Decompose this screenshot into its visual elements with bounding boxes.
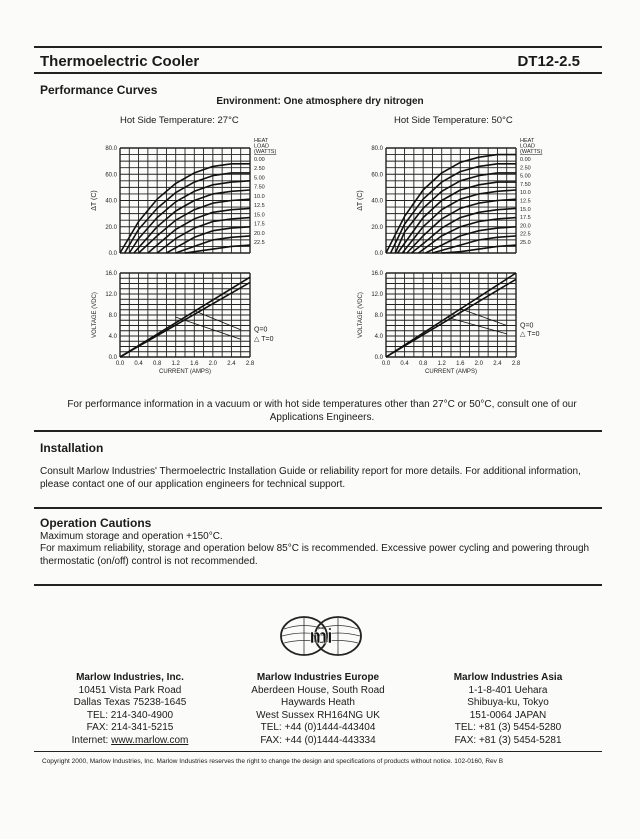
- charts-note: For performance information in a vacuum or with hot side temperatures other than 27°C or 50°C, consult one of our Applications Engineers.: [67, 399, 577, 423]
- v-tick-label: 0.0: [108, 355, 117, 361]
- office-usa-fax: FAX: 214-341-5215: [86, 722, 174, 733]
- legend-entry: 17.5: [254, 221, 265, 228]
- voltage-label: Q=0: [254, 326, 268, 334]
- environment-text: Environment: One atmosphere dry nitrogen: [216, 96, 424, 107]
- x-tick-label: 0.4: [134, 361, 143, 367]
- office-usa: [40, 672, 220, 747]
- dt-tick-label: 20.0: [105, 224, 117, 231]
- x-tick-label: 0.0: [115, 361, 125, 367]
- office-usa-tel: TEL: 214-340-4900: [86, 709, 174, 721]
- legend-entry: 22.5: [520, 231, 531, 238]
- dt-tick-label: 40.0: [105, 198, 117, 205]
- legend-title: (WATTS): [254, 149, 277, 155]
- footer-rule: [34, 751, 602, 752]
- legend-entry: 17.5: [520, 215, 531, 222]
- legend-title: HEAT: [254, 138, 269, 144]
- v-tick-label: 4.0: [374, 334, 383, 340]
- v-tick-label: 0.0: [374, 355, 383, 361]
- cautions-line1: Maximum storage and operation +150°C.: [40, 531, 223, 542]
- x-tick-label: 2.4: [227, 361, 236, 367]
- legend-entry: 22.5: [254, 240, 265, 246]
- legend-entry: 7.50: [254, 184, 265, 191]
- x-tick-label: 2.8: [245, 361, 255, 367]
- legend-entry: 20.0: [520, 223, 531, 230]
- legend-title: LOAD: [520, 143, 535, 150]
- x-tick-label: 2.0: [208, 361, 218, 367]
- dt-tick-label: 0.0: [108, 251, 117, 257]
- office-asia-line: 151-0064 JAPAN: [469, 709, 547, 721]
- legend-entry: 15.0: [520, 206, 531, 213]
- legend-entry: 12.5: [520, 198, 531, 205]
- chart2-title: Hot Side Temperature: 50°C: [394, 115, 513, 126]
- legend-entry: 15.0: [254, 212, 265, 219]
- office-asia-line: 1-1-8-401 Uehara: [468, 684, 548, 696]
- dt-tick-label: 60.0: [371, 172, 383, 179]
- legend-entry: 7.50: [520, 181, 531, 188]
- office-europe-tel: TEL: +44 (0)1444-443404: [260, 722, 376, 733]
- website-link[interactable]: www.marlow.com: [111, 734, 189, 746]
- legend-title: (WATTS): [520, 149, 543, 155]
- office-europe-line: Aberdeen House, South Road: [251, 684, 385, 696]
- v-tick-label: 8.0: [374, 313, 383, 319]
- installation-heading: Installation: [40, 441, 104, 455]
- section-rule-3: [34, 584, 602, 586]
- legend-entry: 5.00: [254, 175, 265, 182]
- voltage-label: △ T=0: [520, 330, 540, 338]
- office-europe-line: West Sussex RH164NG UK: [256, 709, 380, 721]
- x-tick-label: 1.6: [190, 361, 199, 367]
- x-tick-label: 2.0: [474, 361, 484, 367]
- chart1-title: Hot Side Temperature: 27°C: [120, 115, 239, 126]
- cautions-heading: Operation Cautions: [40, 516, 152, 530]
- dt-tick-label: 0.0: [374, 251, 383, 257]
- legend-entry: 0.00: [520, 157, 531, 163]
- legend-entry: 2.50: [520, 165, 531, 172]
- performance-heading: Performance Curves: [40, 83, 158, 97]
- chart-50c: [346, 128, 566, 380]
- office-europe-fax: FAX: +44 (0)1444-443334: [260, 734, 376, 746]
- x-tick-label: 1.2: [171, 361, 180, 367]
- legend-entry: 5.00: [520, 173, 531, 180]
- legend-entry: 2.50: [254, 166, 265, 173]
- v-tick-label: 16.0: [105, 271, 117, 277]
- x-tick-label: 1.2: [437, 361, 446, 367]
- x-tick-label: 0.8: [152, 361, 162, 367]
- voltage-label: Q=0: [520, 322, 534, 330]
- x-tick-label: 0.8: [418, 361, 428, 367]
- x-tick-label: 2.8: [511, 361, 521, 367]
- cautions-line2: For maximum reliability, storage and operation below 85°C is recommended. Excessive power cycling and powering through thermostatic (on/off) control is not recommended.: [40, 543, 590, 567]
- dt-tick-label: 20.0: [371, 224, 383, 231]
- dt-tick-label: 40.0: [371, 198, 383, 205]
- office-asia: [418, 672, 598, 747]
- dt-axis-label: ΔT (C): [91, 190, 98, 211]
- office-europe-line: Haywards Heath: [281, 697, 355, 708]
- x-tick-label: 0.4: [400, 361, 409, 367]
- office-asia-line: Shibuya-ku, Tokyo: [467, 697, 549, 708]
- office-europe-name: Marlow Industries Europe: [256, 672, 380, 683]
- x-tick-label: 0.0: [381, 361, 391, 367]
- office-usa-line: Dallas Texas 75238-1645: [73, 697, 187, 708]
- office-usa-name: Marlow Industries, Inc.: [76, 672, 184, 683]
- legend-entry: 20.0: [254, 230, 265, 237]
- v-tick-label: 8.0: [108, 313, 117, 319]
- header-rule-bottom: [34, 72, 602, 74]
- installation-text: Consult Marlow Industries' Thermoelectric Installation Guide or reliability report for more details. For additional information, please contact one of our application engineers for technical support.: [40, 466, 581, 490]
- legend-title: HEAT: [520, 138, 535, 144]
- v-tick-label: 12.0: [105, 292, 117, 298]
- marlow-logo: [276, 614, 366, 658]
- section-rule-1: [34, 430, 602, 432]
- internet-label: Internet:: [71, 734, 112, 746]
- chart-27c: [80, 128, 300, 380]
- dt-series-line: [134, 190, 250, 253]
- x-axis-label: CURRENT (AMPS): [425, 369, 477, 375]
- dt-axis-label: ΔT (C): [357, 190, 364, 211]
- x-axis-label: CURRENT (AMPS): [159, 369, 211, 375]
- legend-entry: 25.0: [520, 240, 531, 246]
- v-tick-label: 12.0: [371, 292, 383, 298]
- logo-text: mi: [309, 626, 333, 648]
- office-usa-line: 10451 Vista Park Road: [78, 684, 182, 696]
- v-axis-label: VOLTAGE (VDC): [92, 292, 98, 338]
- office-asia-name: Marlow Industries Asia: [453, 672, 563, 683]
- legend-entry: 10.0: [520, 190, 531, 197]
- dt-tick-label: 80.0: [105, 146, 117, 152]
- copyright: Copyright 2000, Marlow Industries, Inc. Marlow Industries reserves the right to change the design and specifications of products without notice. 102-0160, Rev B: [42, 758, 504, 765]
- office-europe: [228, 672, 408, 747]
- legend-entry: 12.5: [254, 203, 265, 210]
- v-tick-label: 16.0: [371, 271, 383, 277]
- legend-title: LOAD: [254, 143, 269, 150]
- header-rule-top: [34, 46, 602, 48]
- page-title: Thermoelectric Cooler: [40, 53, 200, 70]
- v-tick-label: 4.0: [108, 334, 117, 340]
- legend-entry: 10.0: [254, 193, 265, 200]
- dt-tick-label: 60.0: [105, 172, 117, 179]
- section-rule-2: [34, 507, 602, 509]
- office-asia-fax: FAX: +81 (3) 5454-5281: [454, 734, 562, 746]
- part-number: DT12-2.5: [517, 53, 580, 70]
- office-asia-tel: TEL: +81 (3) 5454-5280: [454, 722, 562, 733]
- x-tick-label: 2.4: [493, 361, 502, 367]
- v-axis-label: VOLTAGE (VDC): [358, 292, 364, 338]
- office-usa-internet: [40, 735, 220, 748]
- dt-tick-label: 80.0: [371, 146, 383, 152]
- x-tick-label: 1.6: [456, 361, 465, 367]
- legend-entry: 0.00: [254, 157, 265, 163]
- voltage-label: △ T=0: [254, 336, 274, 344]
